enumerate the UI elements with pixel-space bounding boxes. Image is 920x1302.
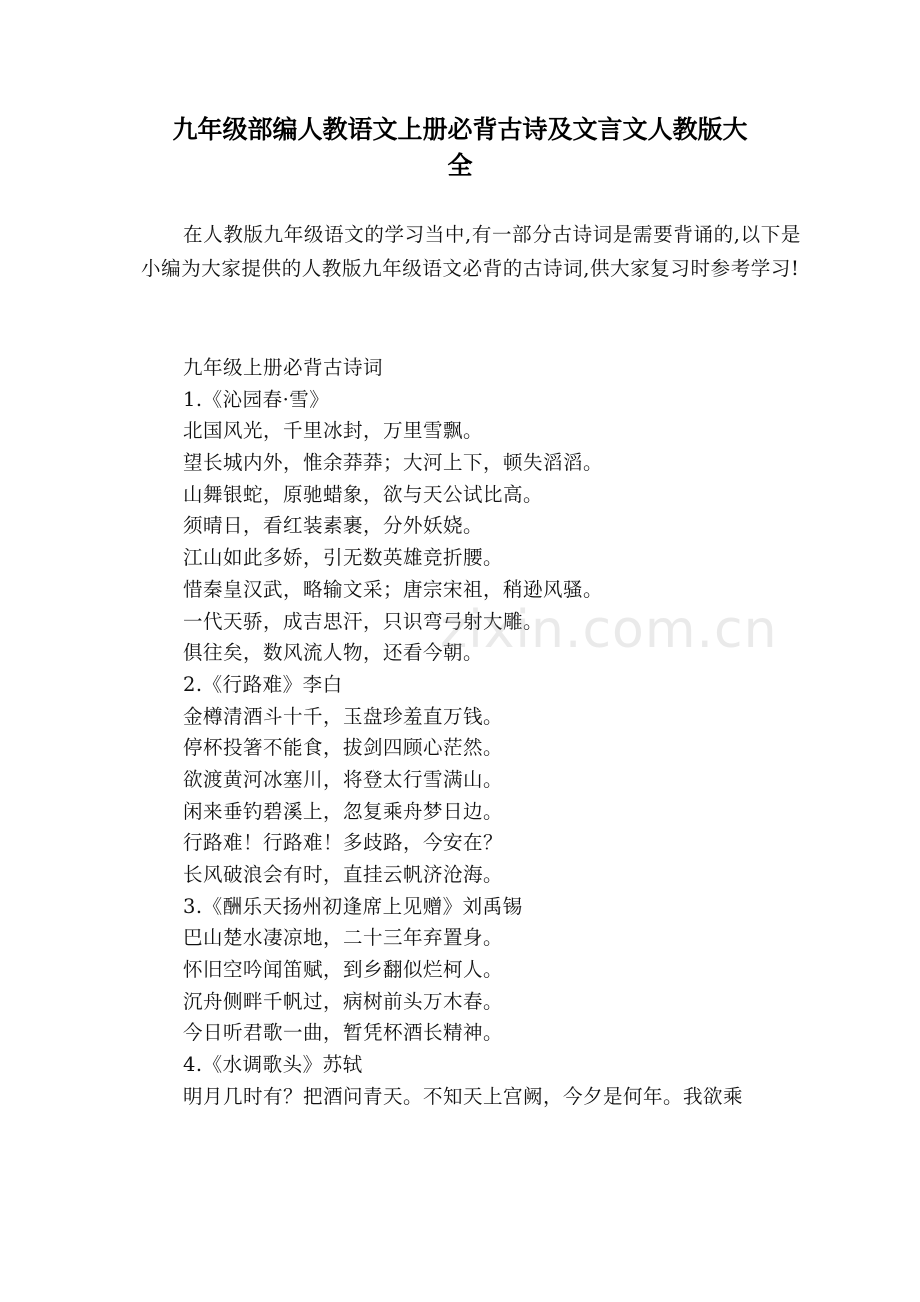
poem-line: 一代天骄，成吉思汗，只识弯弓射大雕。 bbox=[183, 609, 544, 633]
title-line-1: 九年级部编人教语文上册必背古诗及文言文人教版大 bbox=[172, 115, 748, 144]
poem-lines bbox=[183, 352, 803, 1113]
poem-line: 北国风光，千里冰封，万里雪飘。 bbox=[183, 419, 484, 443]
poem-line: 明月几时有？把酒问青天。不知天上宫阙，今夕是何年。我欲乘 bbox=[183, 1084, 744, 1108]
poem-line: 金樽清酒斗十千，玉盘珍羞直万钱。 bbox=[183, 704, 504, 728]
document-title bbox=[150, 112, 770, 184]
poem-line: 怀旧空吟闻笛赋，到乡翻似烂柯人。 bbox=[183, 958, 504, 982]
watermark: zixin.com.cn bbox=[440, 600, 778, 660]
poem-line: 江山如此多娇，引无数英雄竞折腰。 bbox=[183, 546, 504, 570]
poem-line: 长风破浪会有时，直挂云帆济沧海。 bbox=[183, 863, 504, 886]
intro-paragraph bbox=[141, 218, 801, 286]
poem-title: 1.《沁园春·雪》 bbox=[183, 387, 330, 411]
section-heading: 九年级上册必背古诗词 bbox=[183, 356, 384, 379]
poem-line: 闲来垂钓碧溪上，忽复乘舟梦日边。 bbox=[183, 799, 504, 823]
poem-title: 2.《行路难》李白 bbox=[183, 672, 343, 696]
poem-line: 望长城内外，惟余莽莽；大河上下，顿失滔滔。 bbox=[183, 451, 604, 475]
poem-title: 4.《水调歌头》苏轼 bbox=[183, 1053, 363, 1077]
poem-line: 须晴日，看红装素裹，分外妖娆。 bbox=[183, 514, 484, 538]
poem-line: 停杯投箸不能食，拔剑四顾心茫然。 bbox=[183, 736, 504, 760]
poem-line: 行路难！行路难！多歧路，今安在？ bbox=[183, 831, 504, 855]
intro-text: 在人教版九年级语文的学习当中,有一部分古诗词是需要背诵的,以下是小编为大家提供的人教版九年级语文必背的古诗词,供大家复习时参考学习! bbox=[141, 223, 801, 280]
poem-line: 沉舟侧畔千帆过，病树前头万木春。 bbox=[183, 989, 504, 1013]
poem-title: 3.《酬乐天扬州初逢席上见赠》刘禹锡 bbox=[183, 894, 523, 918]
poem-line: 欲渡黄河冰塞川，将登太行雪满山。 bbox=[183, 767, 504, 791]
poem-line: 俱往矣，数风流人物，还看今朝。 bbox=[183, 641, 484, 665]
poem-line: 惜秦皇汉武，略输文采；唐宗宋祖，稍逊风骚。 bbox=[183, 577, 604, 601]
poem-line: 今日听君歌一曲，暂凭杯酒长精神。 bbox=[183, 1021, 504, 1045]
poem-line: 巴山楚水凄凉地，二十三年弃置身。 bbox=[183, 926, 504, 950]
poem-line: 山舞银蛇，原驰蜡象，欲与天公试比高。 bbox=[183, 482, 544, 506]
title-line-2: 全 bbox=[447, 151, 473, 180]
